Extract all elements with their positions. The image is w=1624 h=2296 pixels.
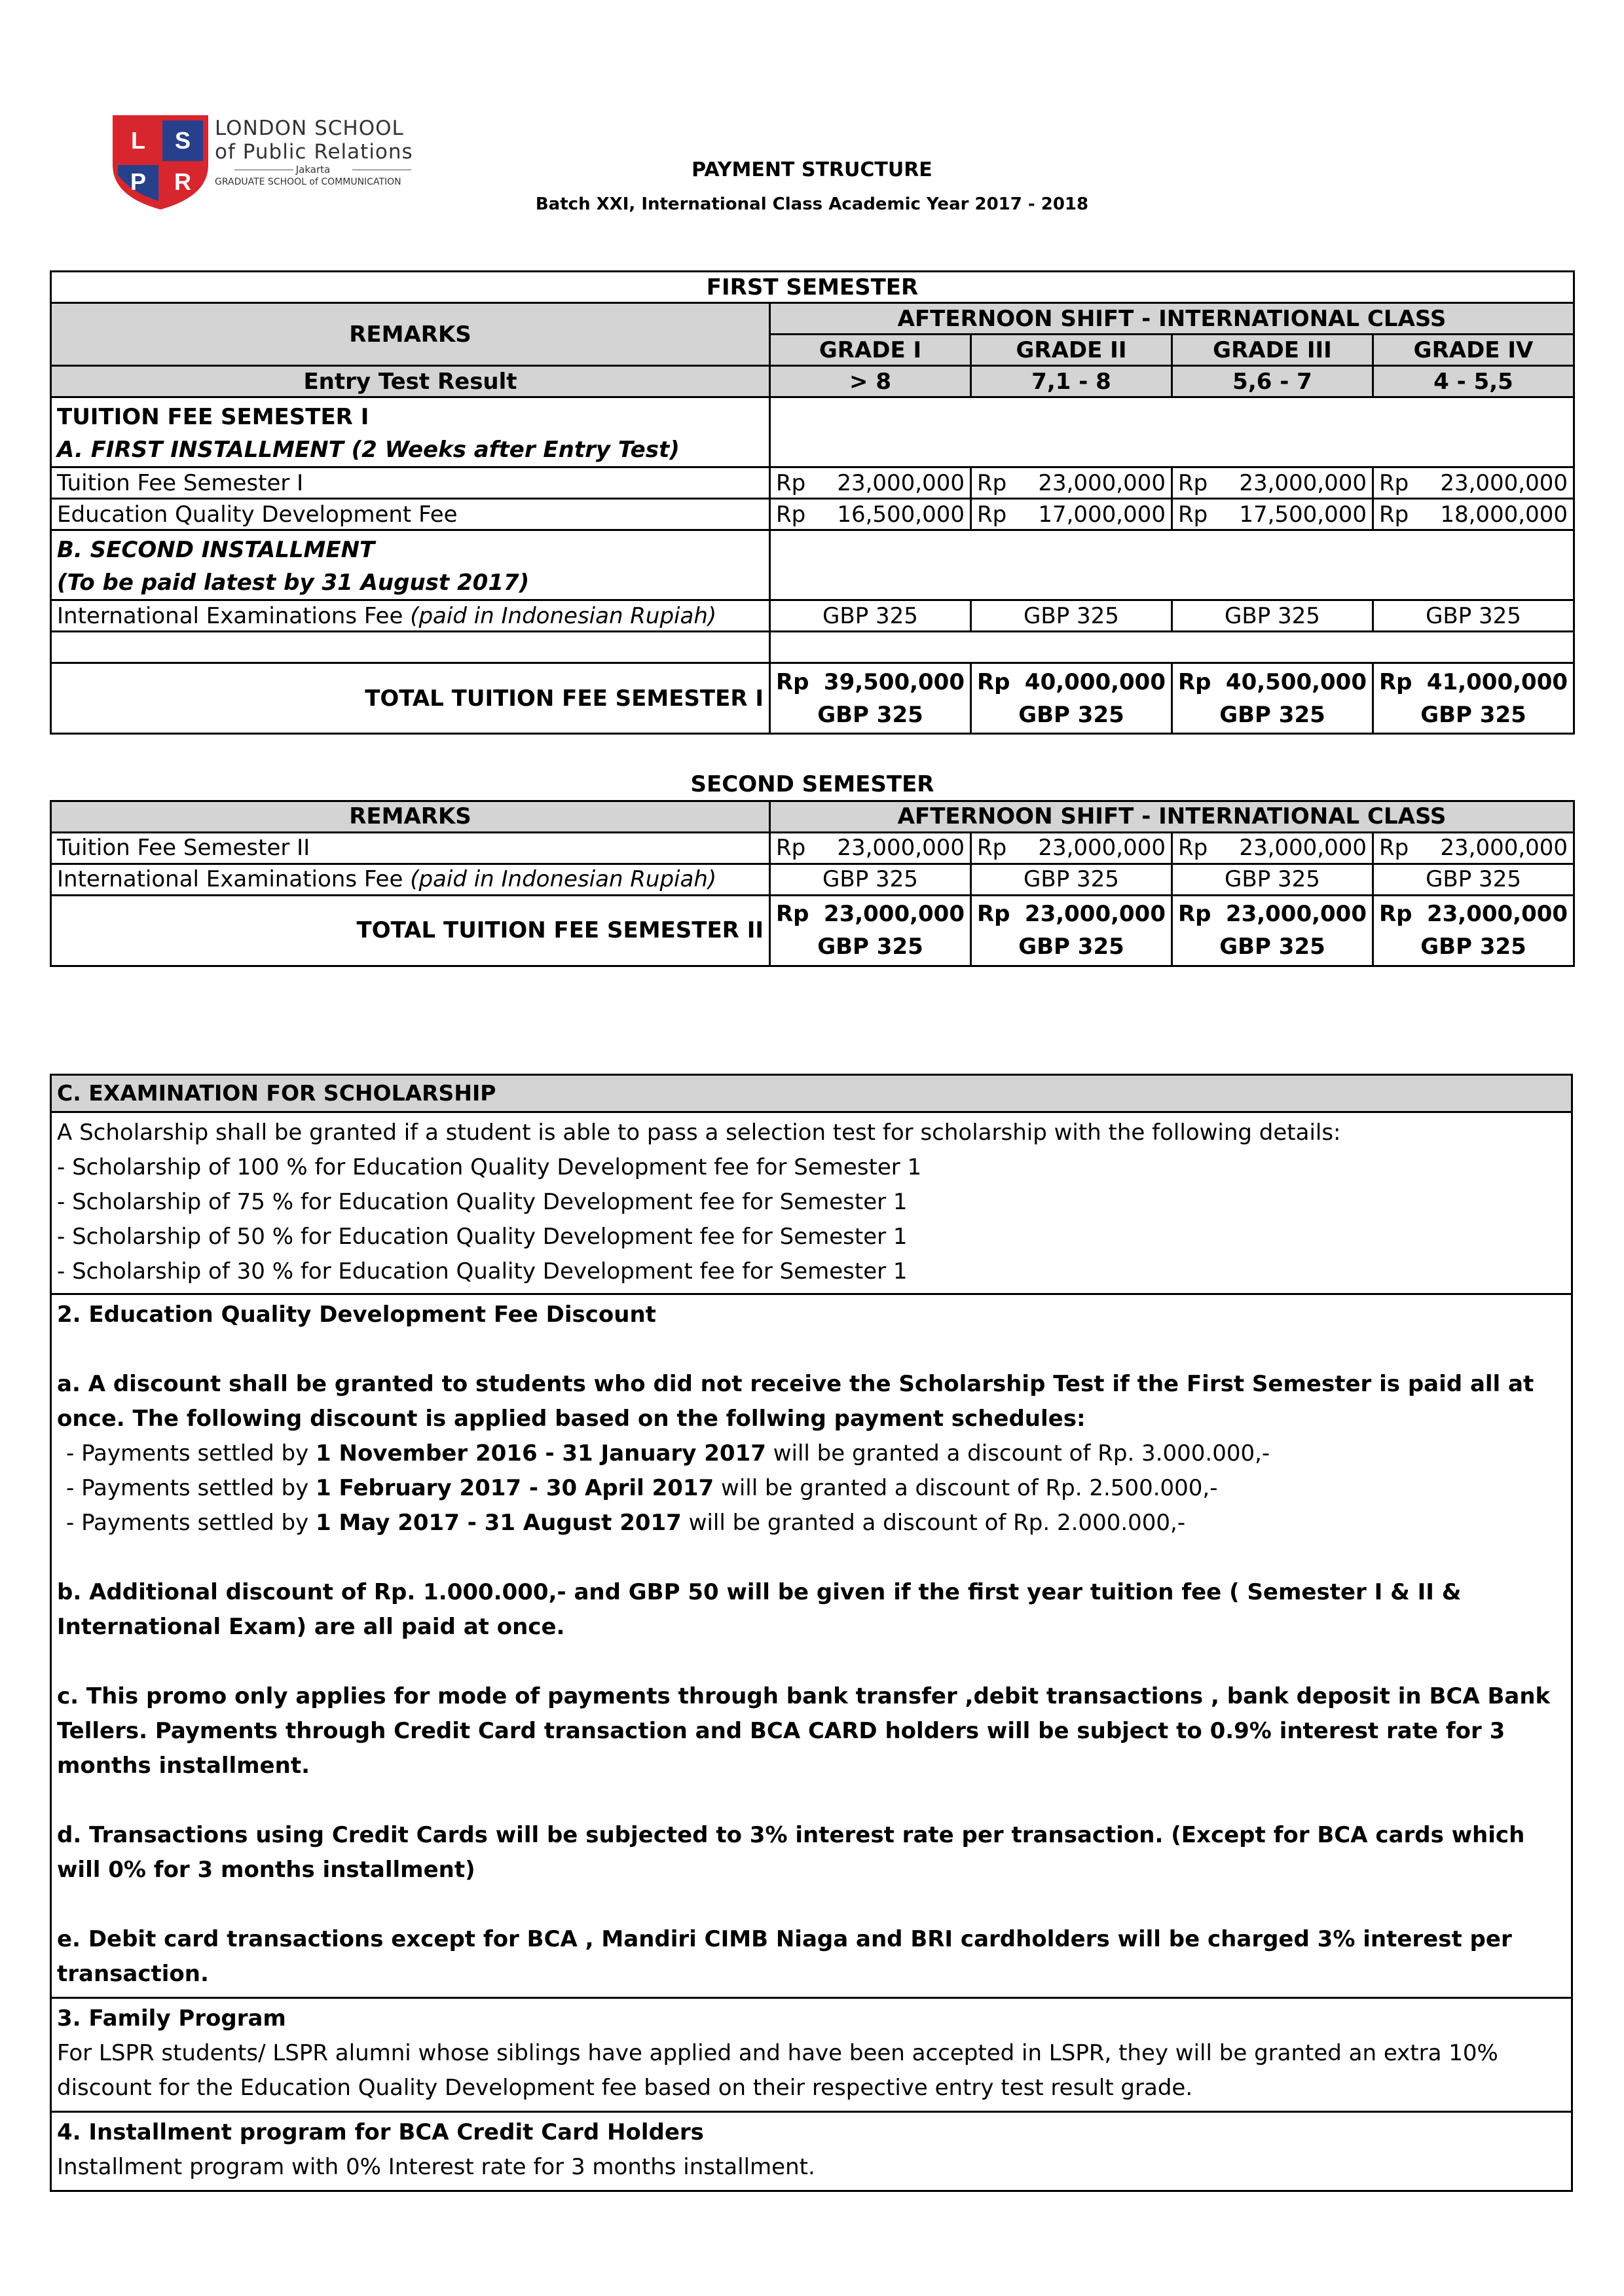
spacer [57, 1887, 1566, 1922]
discount-section [52, 1295, 1571, 1999]
tuition-fee-2-value: 23,000,000 [1440, 835, 1568, 861]
schedule-period: 1 February 2017 - 30 April 2017 [316, 1475, 714, 1501]
total-rp-value: 41,000,000 [1426, 668, 1568, 695]
edu-fee-value: 18,000,000 [1440, 501, 1568, 528]
exam-fee-2-value: GBP 325 [971, 864, 1172, 895]
currency-label: Rp [977, 668, 1010, 695]
installment-title: 4. Installment program for BCA Credit Card Holders [57, 2119, 704, 2145]
currency-label: Rp [1178, 901, 1211, 927]
logo-letter-r: R [174, 168, 191, 195]
schedule-suffix: will be granted a discount of Rp. 3.000.000,- [766, 1440, 1270, 1467]
shift-header: AFTERNOON SHIFT - INTERNATIONAL CLASS [770, 801, 1574, 832]
exam-fee-2-value: GBP 325 [770, 864, 971, 895]
currency-label: Rp [1379, 901, 1412, 927]
tuition-fee-2-cell [770, 832, 971, 864]
total-gbp-value: GBP 325 [1018, 701, 1124, 728]
schedule-prefix: - Payments settled by [66, 1475, 316, 1501]
table-row [51, 397, 1574, 467]
table-row [51, 467, 1574, 499]
tuition-fee-value: 23,000,000 [837, 469, 965, 496]
document-heading [327, 157, 1297, 216]
second-semester-table [50, 769, 1575, 967]
scholarship-body [52, 1113, 1571, 1293]
edu-fee-cell [1172, 499, 1373, 530]
empty-cell [770, 632, 1574, 663]
total-semester-2-cell [1172, 895, 1373, 966]
scholarship-item: - Scholarship of 30 % for Education Quality Development fee for Semester 1 [57, 1258, 908, 1285]
exam-fee-label-cell [51, 600, 770, 632]
discount-d-text: d. Transactions using Credit Cards will be subjected to 3% interest rate per transaction. (Except for BCA cards which will 0% for 3 months installment) [57, 1822, 1525, 1883]
total-rp-value: 23,000,000 [1225, 901, 1367, 927]
currency-label: Rp [1178, 668, 1211, 695]
total-semester-1-label: TOTAL TUITION FEE SEMESTER I [51, 663, 770, 734]
total-semester-1-cell [1172, 663, 1373, 734]
total-semester-1-cell [971, 663, 1172, 734]
total-gbp-value: GBP 325 [1219, 701, 1325, 728]
table-row [51, 832, 1574, 864]
table-row [51, 499, 1574, 530]
table-row [51, 530, 1574, 600]
scholarship-item: - Scholarship of 75 % for Education Quality Development fee for Semester 1 [57, 1189, 908, 1215]
total-semester-2-cell [1373, 895, 1574, 966]
currency-label: Rp [1178, 501, 1208, 528]
currency-label: Rp [1178, 469, 1208, 496]
logo-line-school: LONDON SCHOOL [215, 117, 404, 140]
tuition-fee-2-cell [971, 832, 1172, 864]
total-semester-2-cell [971, 895, 1172, 966]
currency-label: Rp [776, 835, 806, 861]
entry-test-value: > 8 [770, 366, 971, 397]
tuition-fee-heading: TUITION FEE SEMESTER I [57, 404, 369, 430]
tuition-fee-2-cell [1172, 832, 1373, 864]
total-rp-value: 39,500,000 [823, 668, 965, 695]
edu-fee-value: 17,500,000 [1239, 501, 1367, 528]
edu-fee-value: 16,500,000 [837, 501, 965, 528]
spacer [57, 1332, 1566, 1367]
table-row [51, 769, 1574, 801]
tuition-fee-cell [770, 467, 971, 499]
tuition-fee-2-label: Tuition Fee Semester II [51, 832, 770, 864]
second-installment-label: B. SECOND INSTALLMENT [57, 537, 375, 563]
tuition-fee-value: 23,000,000 [1038, 469, 1166, 496]
discount-schedule [57, 1506, 1566, 1540]
spacer [57, 1540, 1566, 1575]
total-semester-1-cell [770, 663, 971, 734]
first-installment-label: A. FIRST INSTALLMENT (2 Weeks after Entry Test) [57, 437, 680, 463]
entry-test-value: 7,1 - 8 [971, 366, 1172, 397]
exam-fee-note: (paid in Indonesian Rupiah) [410, 602, 717, 629]
table-row [51, 895, 1574, 966]
currency-label: Rp [776, 668, 809, 695]
edu-fee-label: Education Quality Development Fee [51, 499, 770, 530]
empty-cell [51, 632, 770, 663]
table-row [51, 600, 1574, 632]
installment-section [52, 2113, 1571, 2190]
tuition-fee-value: 23,000,000 [1239, 469, 1367, 496]
currency-label: Rp [1178, 835, 1208, 861]
edu-fee-cell [971, 499, 1172, 530]
currency-label: Rp [776, 501, 806, 528]
currency-label: Rp [776, 901, 809, 927]
tuition-fee-2-value: 23,000,000 [837, 835, 965, 861]
tuition-fee-value: 23,000,000 [1440, 469, 1568, 496]
total-semester-1-cell [1373, 663, 1574, 734]
table-row [51, 801, 1574, 832]
entry-test-label: Entry Test Result [51, 366, 770, 397]
discount-title: 2. Education Quality Development Fee Discount [57, 1302, 656, 1328]
first-semester-table [50, 270, 1575, 735]
schedule-suffix: will be granted a discount of Rp. 2.500.000,- [714, 1475, 1218, 1501]
exam-fee-2-value: GBP 325 [1373, 864, 1574, 895]
discount-e-text: e. Debit card transactions except for BCA , Mandiri CIMB Niaga and BRI cardholders will be charged 3% interest per transaction. [57, 1926, 1512, 1987]
exam-fee-value: GBP 325 [1373, 600, 1574, 632]
table-row [51, 663, 1574, 734]
logo-letter-l: L [131, 127, 145, 154]
total-rp-value: 40,000,000 [1024, 668, 1166, 695]
total-gbp-value: GBP 325 [817, 934, 923, 960]
logo-letter-s: S [174, 127, 191, 154]
second-installment-note: (To be paid latest by 31 August 2017) [57, 570, 530, 596]
edu-fee-cell [770, 499, 971, 530]
currency-label: Rp [977, 835, 1007, 861]
grade-header: GRADE I [770, 335, 971, 366]
currency-label: Rp [977, 901, 1010, 927]
exam-fee-2-label-cell [51, 864, 770, 895]
tuition-fee-2-value: 23,000,000 [1038, 835, 1166, 861]
scholarship-item: - Scholarship of 50 % for Education Quality Development fee for Semester 1 [57, 1224, 908, 1250]
scholarship-section [52, 1076, 1571, 1295]
exam-fee-value: GBP 325 [971, 600, 1172, 632]
installment-text: Installment program with 0% Interest rate for 3 months installment. [57, 2154, 815, 2180]
total-gbp-value: GBP 325 [817, 701, 923, 728]
tuition-fee-cell [971, 467, 1172, 499]
table-row [51, 272, 1574, 303]
scholarship-intro: A Scholarship shall be granted if a student is able to pass a selection test for scholarship with the following details: [57, 1120, 1341, 1146]
tuition-fee-cell [1172, 467, 1373, 499]
tuition-fee-heading-cell [51, 397, 770, 467]
exam-fee-2-value: GBP 325 [1172, 864, 1373, 895]
entry-test-value: 4 - 5,5 [1373, 366, 1574, 397]
discount-schedule [57, 1471, 1566, 1506]
discount-b-text: b. Additional discount of Rp. 1.000.000,- and GBP 50 will be given if the first year tuition fee ( Semester I & II & International Exam) are all paid at once. [57, 1579, 1462, 1640]
total-rp-value: 23,000,000 [823, 901, 965, 927]
currency-label: Rp [776, 469, 806, 496]
entry-test-value: 5,6 - 7 [1172, 366, 1373, 397]
discount-c-text: c. This promo only applies for mode of payments through bank transfer ,debit transactions , bank deposit in BCA Bank Tellers. Payments through Credit Card transaction and BCA CARD holders will be subject to 0.9% interest rate for 3 months installment. [57, 1683, 1551, 1779]
total-gbp-value: GBP 325 [1219, 934, 1325, 960]
currency-label: Rp [1379, 835, 1409, 861]
table-row [51, 366, 1574, 397]
family-program-title: 3. Family Program [57, 2005, 286, 2032]
table-row [51, 303, 1574, 335]
currency-label: Rp [977, 469, 1007, 496]
shift-header: AFTERNOON SHIFT - INTERNATIONAL CLASS [770, 303, 1574, 335]
exam-fee-value: GBP 325 [1172, 600, 1373, 632]
currency-label: Rp [1379, 668, 1412, 695]
empty-cell [770, 397, 1574, 467]
total-gbp-value: GBP 325 [1018, 934, 1124, 960]
logo-line-city: Jakarta [215, 164, 411, 175]
schedule-prefix: - Payments settled by [66, 1510, 316, 1536]
scholarship-item: - Scholarship of 100 % for Education Quality Development fee for Semester 1 [57, 1154, 922, 1180]
total-rp-value: 23,000,000 [1426, 901, 1568, 927]
total-rp-value: 23,000,000 [1024, 901, 1166, 927]
spacer [57, 1645, 1566, 1679]
remarks-header: REMARKS [51, 303, 770, 366]
page-subtitle: Batch XXI, International Class Academic Year 2017 - 2018 [535, 194, 1089, 214]
table-row [51, 632, 1574, 663]
discount-a-text: a. A discount shall be granted to students who did not receive the Scholarship Test if the First Semester is paid all at once. The following discount is applied based on the follwing payment schedules: [57, 1371, 1534, 1432]
logo-letter-p: P [130, 168, 147, 195]
exam-fee-note: (paid in Indonesian Rupiah) [410, 866, 717, 892]
tuition-fee-label: Tuition Fee Semester I [51, 467, 770, 499]
scholarship-info-box [50, 1074, 1573, 2192]
exam-fee-value: GBP 325 [770, 600, 971, 632]
total-gbp-value: GBP 325 [1420, 934, 1526, 960]
table-row [51, 864, 1574, 895]
total-gbp-value: GBP 325 [1420, 701, 1526, 728]
logo-line-graduate: GRADUATE SCHOOL of COMMUNICATION [215, 177, 401, 187]
currency-label: Rp [1379, 469, 1409, 496]
total-semester-2-cell [770, 895, 971, 966]
family-program-text: For LSPR students/ LSPR alumni whose siblings have applied and have been accepted in LSPR, they will be granted an extra 10% discount for the Education Quality Development fee based on their respective entry test result grade. [57, 2040, 1498, 2101]
tuition-fee-2-cell [1373, 832, 1574, 864]
exam-fee-label: International Examinations Fee [57, 866, 403, 892]
tuition-fee-2-value: 23,000,000 [1239, 835, 1367, 861]
empty-cell [770, 530, 1574, 600]
edu-fee-value: 17,000,000 [1038, 501, 1166, 528]
currency-label: Rp [977, 501, 1007, 528]
second-semester-title: SECOND SEMESTER [51, 769, 1574, 801]
page-title: PAYMENT STRUCTURE [692, 158, 932, 181]
logo-line-public-relations: of Public Relations [215, 140, 413, 164]
tuition-fee-cell [1373, 467, 1574, 499]
grade-header: GRADE III [1172, 335, 1373, 366]
discount-schedule [57, 1436, 1566, 1471]
currency-label: Rp [1379, 501, 1409, 528]
scholarship-title: C. EXAMINATION FOR SCHOLARSHIP [52, 1076, 1571, 1113]
schedule-suffix: will be granted a discount of Rp. 2.000.000,- [681, 1510, 1186, 1536]
lspr-shield-icon [111, 113, 210, 211]
grade-header: GRADE II [971, 335, 1172, 366]
first-semester-title: FIRST SEMESTER [51, 272, 1574, 303]
grade-header: GRADE IV [1373, 335, 1574, 366]
schedule-period: 1 November 2016 - 31 January 2017 [316, 1440, 766, 1467]
spacer [57, 1783, 1566, 1818]
remarks-header: REMARKS [51, 801, 770, 832]
schedule-prefix: - Payments settled by [66, 1440, 316, 1467]
family-program-section [52, 1999, 1571, 2113]
exam-fee-label: International Examinations Fee [57, 602, 403, 629]
total-semester-2-label: TOTAL TUITION FEE SEMESTER II [51, 895, 770, 966]
schedule-period: 1 May 2017 - 31 August 2017 [316, 1510, 682, 1536]
total-rp-value: 40,500,000 [1225, 668, 1367, 695]
edu-fee-cell [1373, 499, 1574, 530]
second-installment-cell [51, 530, 770, 600]
